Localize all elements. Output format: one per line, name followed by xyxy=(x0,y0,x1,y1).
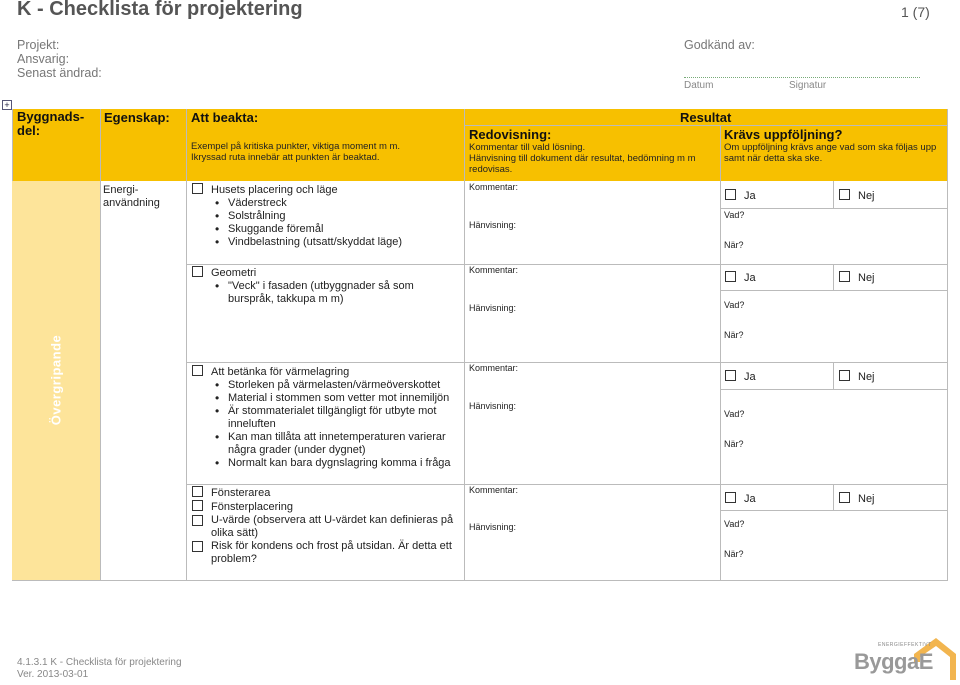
bullet: • Vindbelastning (utsatt/skyddat läge) xyxy=(228,236,460,249)
nar-label: När? xyxy=(724,439,744,449)
header-redovisning: Redovisning: xyxy=(469,127,552,142)
bullet: • Material i stommen som vetter mot innemiljön xyxy=(228,392,468,405)
checkbox[interactable] xyxy=(725,370,736,381)
ja-option[interactable]: Ja xyxy=(725,370,756,383)
hanvisning-label: Hänvisning: xyxy=(469,303,517,313)
datum-label: Datum xyxy=(684,80,714,91)
checkbox[interactable] xyxy=(192,515,203,526)
header-resultat: Resultat xyxy=(680,110,732,125)
logo-name: ByggaE xyxy=(854,649,933,674)
row1-main[interactable]: Husets placering och läge xyxy=(192,183,460,197)
meta-block xyxy=(17,38,102,80)
header-att-beakta-desc: Exempel på kritiska punkter, viktiga moment m m. Ikryssad ruta innebär att punkten är beaktad. xyxy=(191,141,401,163)
nej-option[interactable]: Nej xyxy=(839,189,875,202)
nej-option[interactable]: Nej xyxy=(839,370,875,383)
row1-items xyxy=(192,183,460,249)
vad-label: Vad? xyxy=(724,519,745,529)
ja-option[interactable]: Ja xyxy=(725,189,756,202)
footer-version: Ver. 2013-03-01 xyxy=(17,669,89,680)
row4-check[interactable]: Fönsterarea xyxy=(192,486,460,500)
header-att-beakta: Att beakta: xyxy=(191,110,259,125)
row4-items xyxy=(192,486,460,566)
row2-main[interactable]: Geometri xyxy=(192,266,460,280)
nej-option[interactable]: Nej xyxy=(839,271,875,284)
property-label: Energi- användning xyxy=(103,184,160,209)
kommentar-label: Kommentar: xyxy=(469,363,519,373)
footer-doc: 4.1.3.1 K - Checklista för projektering xyxy=(17,657,182,668)
row2-items xyxy=(192,266,460,306)
checkbox[interactable] xyxy=(725,492,736,503)
checkbox[interactable] xyxy=(192,500,203,511)
signatur-label: Signatur xyxy=(789,80,827,91)
header-kravs: Krävs uppföljning? xyxy=(724,127,843,142)
bullet: • Kan man tillåta att innetemperaturen varierar några grader (under dygnet) xyxy=(228,431,468,457)
nar-label: När? xyxy=(724,240,744,250)
checkbox[interactable] xyxy=(192,486,203,497)
senast-andrad-label: Senast ändrad: xyxy=(17,66,102,80)
checkbox[interactable] xyxy=(192,365,203,376)
checkbox[interactable] xyxy=(839,492,850,503)
kommentar-label: Kommentar: xyxy=(469,182,519,192)
header-egenskap: Egenskap: xyxy=(104,110,170,125)
header-kravs-desc: Om uppföljning krävs ange vad som ska följas upp samt när detta ska ske. xyxy=(724,142,937,164)
nar-label: När? xyxy=(724,330,744,340)
bullet: • Väderstreck xyxy=(228,197,460,210)
header-redovisning-desc: Kommentar till vald lösning. Hänvisning till dokument där resultat, bedömning m m redovisas. xyxy=(469,142,696,175)
row4-check[interactable]: Fönsterplacering xyxy=(192,500,460,514)
bullet: • "Veck" i fasaden (utbyggnader så som burspråk, takkupa m m) xyxy=(228,280,438,306)
table-expand-icon[interactable]: + xyxy=(2,100,12,110)
row3-items xyxy=(192,365,460,470)
row4-check[interactable]: Risk för kondens och frost på utsidan. Är detta ett problem? xyxy=(192,540,460,566)
bullet: • Storleken på värmelasten/värmeöverskottet xyxy=(228,379,468,392)
side-label: Övergripande xyxy=(48,334,64,426)
vad-label: Vad? xyxy=(724,210,745,220)
checkbox[interactable] xyxy=(725,189,736,200)
vad-label: Vad? xyxy=(724,409,745,419)
document-title: K - Checklista för projektering xyxy=(17,0,303,20)
hanvisning-label: Hänvisning: xyxy=(469,220,517,230)
checkbox[interactable] xyxy=(839,189,850,200)
ansvarig-label: Ansvarig: xyxy=(17,52,70,66)
bullet: • Skuggande föremål xyxy=(228,223,460,236)
checkbox[interactable] xyxy=(192,541,203,552)
signature-line xyxy=(684,77,920,78)
nar-label: När? xyxy=(724,549,744,559)
checkbox[interactable] xyxy=(725,271,736,282)
checkbox[interactable] xyxy=(839,370,850,381)
checkbox[interactable] xyxy=(839,271,850,282)
checkbox[interactable] xyxy=(192,183,203,194)
header-byggnadsdel: Byggnads- del: xyxy=(17,109,85,138)
bullet: • Är stommaterialet tillgängligt för utbyte mot inneluften xyxy=(228,405,468,431)
ja-option[interactable]: Ja xyxy=(725,492,756,505)
hanvisning-label: Hänvisning: xyxy=(469,522,517,532)
bullet: • Solstrålning xyxy=(228,210,460,223)
kommentar-label: Kommentar: xyxy=(469,265,519,275)
page-number: 1 (7) xyxy=(901,4,930,20)
godkand-label: Godkänd av: xyxy=(684,38,755,52)
ja-option[interactable]: Ja xyxy=(725,271,756,284)
vad-label: Vad? xyxy=(724,300,745,310)
projekt-label: Projekt: xyxy=(17,38,60,52)
kommentar-label: Kommentar: xyxy=(469,485,519,495)
row3-main[interactable]: Att betänka för värmelagring xyxy=(192,365,460,379)
bullet: • Normalt kan bara dygnslagring komma i fråga xyxy=(228,457,468,470)
checkbox[interactable] xyxy=(192,266,203,277)
logo-tagline: ENERGIEFFEKTIVT xyxy=(878,642,932,648)
row4-check[interactable]: U-värde (observera att U-värdet kan definieras på olika sätt) xyxy=(192,514,460,540)
hanvisning-label: Hänvisning: xyxy=(469,401,517,411)
byggae-logo xyxy=(852,636,956,680)
nej-option[interactable]: Nej xyxy=(839,492,875,505)
